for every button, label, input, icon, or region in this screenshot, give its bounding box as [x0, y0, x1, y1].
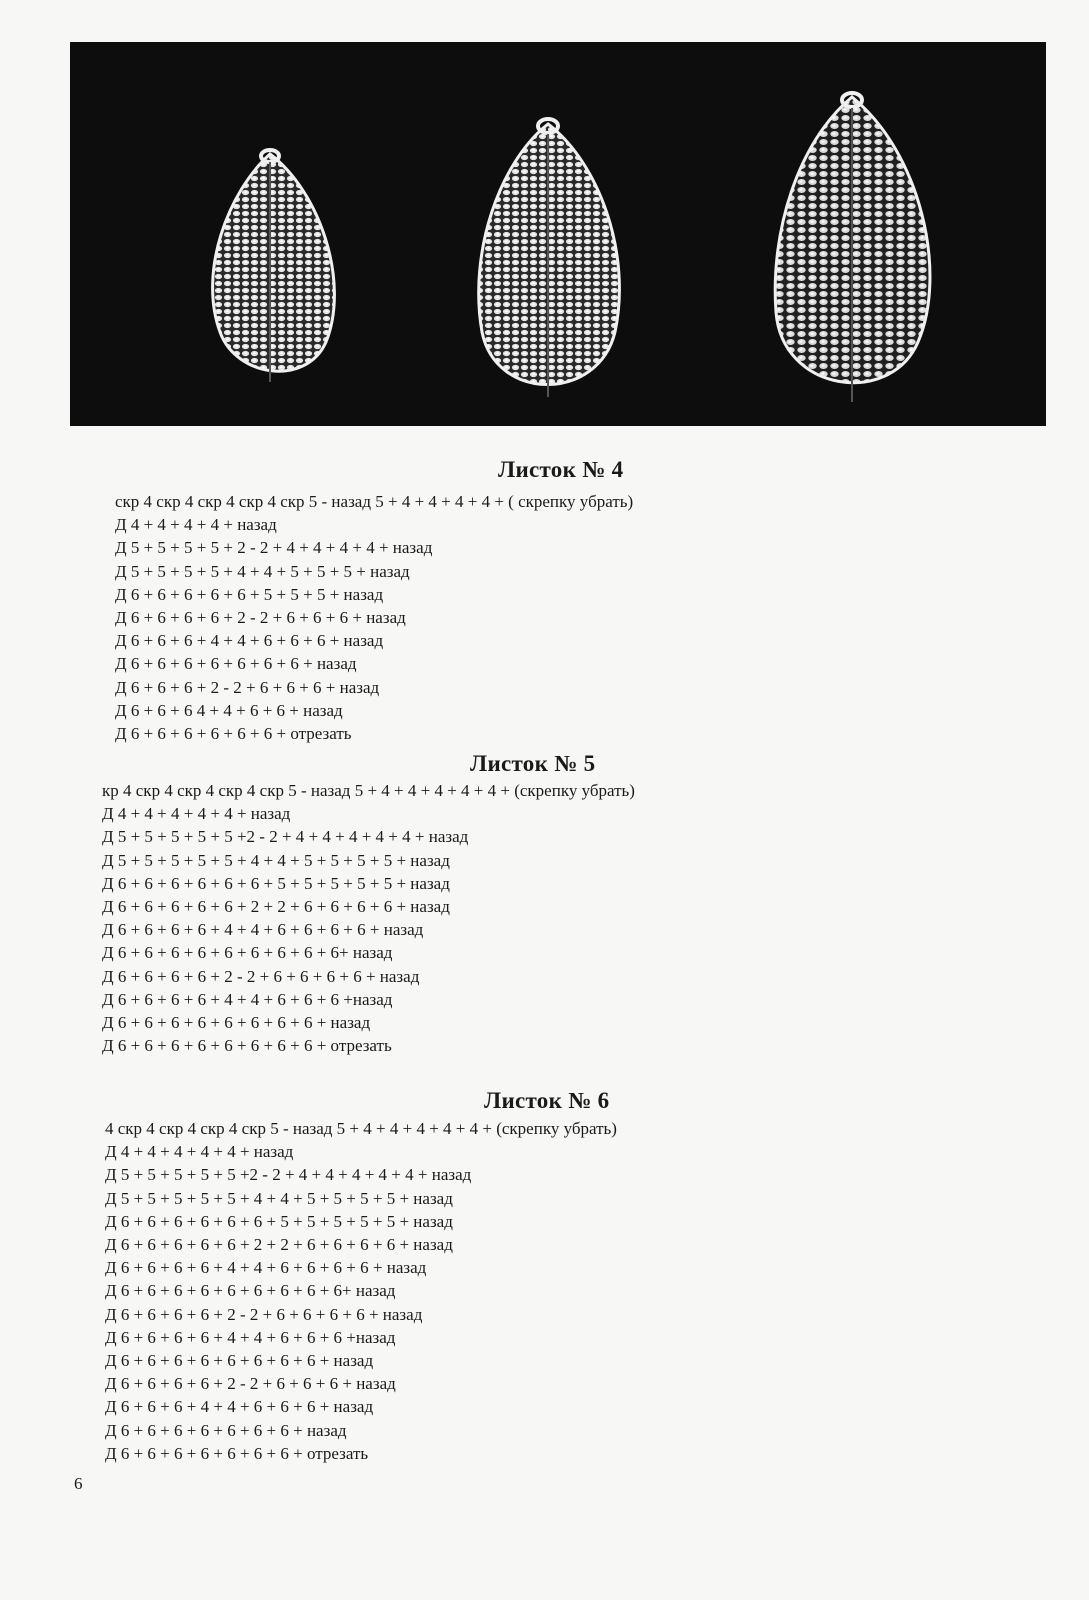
- pattern-line: Д 6 + 6 + 6 + 6 + 6 + 6 + 6 + назад: [105, 1420, 347, 1440]
- pattern-line: Д 6 + 6 + 6 + 6 + 6 + 2 + 2 + 6 + 6 + 6 + 6 + назад: [105, 1235, 453, 1255]
- pattern-line: Д 6 + 6 + 6 + 6 + 6 + 5 + 5 + 5 + назад: [115, 584, 384, 604]
- pattern-line: Д 5 + 5 + 5 + 5 + 5 +2 - 2 + 4 + 4 + 4 + 4 + 4 + назад: [102, 827, 469, 847]
- pattern-line: 4 скр 4 скр 4 скр 4 скр 5 - назад 5 + 4 + 4 + 4 + 4 + 4 + (скрепку убрать): [105, 1119, 617, 1138]
- pattern-line: скр 4 скр 4 скр 4 скр 4 скр 5 - назад 5 + 4 + 4 + 4 + 4 + ( скрепку убрать): [115, 492, 634, 511]
- pattern-line: Д 6 + 6 + 6 + 6 + 6 + 2 + 2 + 6 + 6 + 6 + 6 + назад: [102, 897, 450, 917]
- pattern-line: Д 6 + 6 + 6 + 6 + 6 + 6 + 6 + 6 + назад: [102, 1013, 371, 1033]
- pattern-line: Д 5 + 5 + 5 + 5 + 5 + 4 + 4 + 5 + 5 + 5 + 5 + назад: [105, 1188, 453, 1208]
- pattern-line: Д 6 + 6 + 6 + 6 + 4 + 4 + 6 + 6 + 6 +назад: [102, 989, 393, 1009]
- pattern-line: Д 6 + 6 + 6 + 4 + 4 + 6 + 6 + 6 + назад: [105, 1397, 374, 1417]
- pattern-line: Д 5 + 5 + 5 + 5 + 4 + 4 + 5 + 5 + 5 + назад: [115, 561, 410, 581]
- pattern-line: Д 6 + 6 + 6 + 6 + 6 + 6 + 5 + 5 + 5 + 5 + 5 + назад: [102, 873, 450, 893]
- pattern-line: Д 6 + 6 + 6 + 6 + 6 + 6 + 6 + назад: [115, 654, 357, 674]
- section-title-leaf-4: Листок № 4: [498, 457, 624, 482]
- pattern-line: Д 6 + 6 + 6 + 6 + 6 + 6 + 6 + 6 + 6+ назад: [105, 1281, 396, 1301]
- pattern-line: кр 4 скр 4 скр 4 скр 4 скр 5 - назад 5 + 4 + 4 + 4 + 4 + 4 + (скрепку убрать): [102, 781, 635, 800]
- pattern-list-leaf-6: [105, 1117, 617, 1465]
- pattern-line: Д 4 + 4 + 4 + 4 + 4 + назад: [102, 804, 291, 824]
- pattern-line: Д 5 + 5 + 5 + 5 + 2 - 2 + 4 + 4 + 4 + 4 + назад: [115, 538, 433, 558]
- pattern-line: Д 6 + 6 + 6 + 4 + 4 + 6 + 6 + 6 + назад: [115, 631, 384, 651]
- pattern-line: Д 6 + 6 + 6 + 6 + 2 - 2 + 6 + 6 + 6 + 6 + назад: [102, 966, 420, 986]
- pattern-line: Д 6 + 6 + 6 + 6 + 6 + 6 + 6 + отрезать: [105, 1443, 369, 1463]
- pattern-line: Д 5 + 5 + 5 + 5 + 5 + 4 + 4 + 5 + 5 + 5 + 5 + назад: [102, 850, 450, 870]
- pattern-line: Д 6 + 6 + 6 + 6 + 6 + 6 + 6 + 6 + отрезать: [102, 1036, 392, 1056]
- pattern-line: Д 6 + 6 + 6 + 6 + 2 - 2 + 6 + 6 + 6 + 6 + назад: [105, 1304, 423, 1324]
- pattern-line: Д 6 + 6 + 6 + 6 + 4 + 4 + 6 + 6 + 6 + 6 + назад: [102, 920, 424, 940]
- pattern-line: Д 6 + 6 + 6 + 6 + 2 - 2 + 6 + 6 + 6 + назад: [105, 1374, 396, 1394]
- pattern-list-leaf-4: [115, 490, 633, 745]
- bead-leaf-small: [213, 150, 335, 382]
- pattern-line: Д 4 + 4 + 4 + 4 + назад: [115, 515, 277, 535]
- section-title-leaf-5: Листок № 5: [470, 751, 596, 776]
- pattern-line: Д 6 + 6 + 6 4 + 4 + 6 + 6 + назад: [115, 700, 343, 720]
- pattern-line: Д 6 + 6 + 6 + 6 + 2 - 2 + 6 + 6 + 6 + назад: [115, 608, 406, 628]
- pattern-line: Д 6 + 6 + 6 + 6 + 6 + 6 + отрезать: [115, 724, 352, 744]
- page-number: 6: [74, 1474, 83, 1493]
- pattern-line: Д 6 + 6 + 6 + 6 + 4 + 4 + 6 + 6 + 6 + 6 + назад: [105, 1258, 427, 1278]
- pattern-line: Д 6 + 6 + 6 + 6 + 6 + 6 + 6 + 6 + назад: [105, 1351, 374, 1371]
- pattern-list-leaf-5: [102, 779, 635, 1057]
- section-title-leaf-6: Листок № 6: [484, 1088, 610, 1113]
- pattern-line: Д 4 + 4 + 4 + 4 + 4 + назад: [105, 1142, 294, 1162]
- pattern-line: Д 6 + 6 + 6 + 6 + 6 + 6 + 6 + 6 + 6+ назад: [102, 943, 393, 963]
- pattern-line: Д 6 + 6 + 6 + 2 - 2 + 6 + 6 + 6 + назад: [115, 677, 380, 697]
- pattern-line: Д 6 + 6 + 6 + 6 + 6 + 6 + 5 + 5 + 5 + 5 + 5 + назад: [105, 1211, 453, 1231]
- bead-leaf-large: [775, 93, 930, 402]
- pattern-line: Д 5 + 5 + 5 + 5 + 5 +2 - 2 + 4 + 4 + 4 + 4 + 4 + назад: [105, 1165, 472, 1185]
- beaded-leaves-photo: [70, 42, 1046, 426]
- bead-leaf-medium: [479, 119, 620, 397]
- pattern-line: Д 6 + 6 + 6 + 6 + 4 + 4 + 6 + 6 + 6 +назад: [105, 1327, 396, 1347]
